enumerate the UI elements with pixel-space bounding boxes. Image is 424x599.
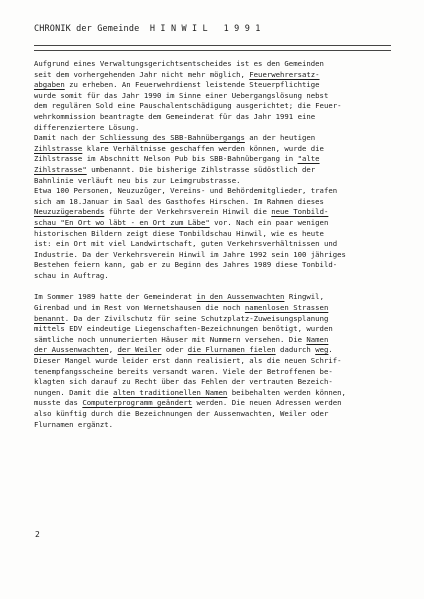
underlined-phrase: abgaben bbox=[34, 80, 65, 90]
text-line bbox=[34, 260, 400, 271]
text-run: musste das bbox=[34, 398, 83, 408]
text-line bbox=[34, 377, 400, 388]
text-run: nungen. Damit die bbox=[34, 387, 114, 397]
text-run: Bahnlinie verläuft neu bis zur Leimgrubstrasse. bbox=[34, 175, 241, 185]
text-run: werden. Die neuen Adressen werden bbox=[192, 398, 342, 408]
text-line bbox=[34, 59, 400, 70]
chronicle-header: CHRONIK der Gemeinde H I N W I L 1 9 9 1 bbox=[34, 24, 261, 34]
text-line bbox=[34, 176, 400, 187]
text-line bbox=[34, 154, 400, 165]
text-line bbox=[34, 388, 400, 399]
underlined-phrase: Neuzuzügerabends bbox=[34, 207, 105, 217]
text-run: Flurnamen ergänzt. bbox=[34, 419, 114, 429]
text-run: vor. Nach ein paar wenigen bbox=[209, 217, 329, 227]
text-run: dem regulären Sold eine Pauschalentschädigung ausgerichtet; die Feuer- bbox=[34, 101, 342, 111]
text-run: zu erheben. An Feuerwehrdienst leistende Steuerpflichtige bbox=[64, 80, 320, 90]
text-run: umbenannt. Die bisherige Zihlstrasse südöstlich der bbox=[86, 164, 316, 174]
text-run: , bbox=[108, 345, 118, 355]
text-run: dadurch bbox=[275, 345, 316, 355]
underlined-phrase: benannt bbox=[34, 313, 65, 323]
text-line bbox=[34, 123, 400, 134]
underlined-phrase: namenlosen Strassen bbox=[244, 303, 329, 313]
text-run: klagten sich darauf zu Recht über das Fehlen der vertrauten Bezeich- bbox=[34, 377, 333, 387]
underlined-phrase: Schliessung des SBB-Bahnübergangs bbox=[99, 133, 245, 143]
text-run: sämtliche noch unnumerierten Häuser mit Nummern versehen. Die bbox=[34, 334, 307, 344]
text-line bbox=[34, 229, 400, 240]
text-line bbox=[34, 218, 400, 229]
text-line bbox=[34, 345, 400, 356]
underlined-phrase: der Aussenwachten bbox=[34, 345, 109, 355]
text-line bbox=[34, 271, 400, 282]
underlined-phrase: Computerprogramm geändert bbox=[82, 398, 193, 408]
paragraph bbox=[34, 292, 400, 430]
text-run: differenziertere Lösung. bbox=[34, 122, 140, 132]
underlined-phrase: Namen bbox=[306, 334, 329, 344]
text-run: mittels EDV eindeutige Liegenschaften-Bezeichnungen benötigt, wurden bbox=[34, 324, 333, 334]
text-run: Damit nach der bbox=[34, 133, 100, 143]
text-run: also künftig durch die Bezeichnungen der Aussenwachten, Weiler oder bbox=[34, 409, 329, 418]
text-run: seit dem vorhergehenden Jahr nicht mehr möglich, bbox=[34, 69, 250, 79]
document-body bbox=[34, 59, 400, 430]
underlined-phrase: weg bbox=[315, 345, 329, 355]
paragraph-gap bbox=[34, 281, 400, 292]
text-run: führte der Verkehrsverein Hinwil die bbox=[104, 207, 272, 217]
text-line bbox=[34, 186, 400, 197]
text-line bbox=[34, 292, 400, 303]
text-line bbox=[34, 207, 400, 218]
text-run: . bbox=[328, 345, 333, 355]
underlined-phrase: die Flurnamen fielen bbox=[187, 345, 276, 355]
text-line bbox=[34, 101, 400, 112]
text-run: an der heutigen bbox=[244, 133, 316, 143]
text-line bbox=[34, 165, 400, 176]
text-run: wehrkommission beantragte dem Gemeinderat für das Jahr 1991 eine bbox=[34, 111, 316, 121]
paragraph bbox=[34, 59, 400, 281]
text-run: klare Verhältnisse geschaffen werden können, wurde die bbox=[82, 143, 324, 153]
text-run: oder bbox=[161, 345, 188, 355]
text-line bbox=[34, 112, 400, 123]
text-line bbox=[34, 420, 400, 431]
text-run: ist: ein Ort mit viel Landwirtschaft, guten Verkehrsverhältnissen und bbox=[34, 239, 338, 249]
text-line bbox=[34, 409, 400, 420]
text-line bbox=[34, 335, 400, 346]
text-run: Aufgrund eines Verwaltungsgerichtsentscheides ist es den Gemeinden bbox=[34, 59, 324, 68]
text-line bbox=[34, 324, 400, 335]
text-line bbox=[34, 303, 400, 314]
underlined-phrase: Zihlstrasse bbox=[34, 143, 83, 153]
text-run: Zihlstrasse im Abschnitt Nelson Pub bis SBB-Bahnübergang in bbox=[34, 154, 298, 164]
underlined-phrase: neue Tonbild- bbox=[271, 207, 329, 217]
text-run: sich am 18.Januar im Saal des Gasthofes Hirschen. Im Rahmen dieses bbox=[34, 196, 324, 206]
header-double-rule bbox=[34, 45, 391, 51]
text-line bbox=[34, 356, 400, 367]
text-run: historischen Bildern zeigt diese Tonbildschau Hinwil, wie es heute bbox=[34, 228, 324, 238]
underlined-phrase: schau "En Ort wo läbt - en Ort zum Läbe" bbox=[34, 217, 210, 227]
underlined-phrase: Feuerwehrersatz- bbox=[249, 69, 320, 79]
text-line bbox=[34, 80, 400, 91]
text-run: Im Sommer 1989 hatte der Gemeinderat bbox=[34, 292, 197, 302]
page-number: 2 bbox=[35, 530, 40, 539]
text-line bbox=[34, 250, 400, 261]
text-line bbox=[34, 197, 400, 208]
text-line bbox=[34, 239, 400, 250]
underlined-phrase: der Weiler bbox=[117, 345, 162, 355]
text-line bbox=[34, 314, 400, 325]
underlined-phrase: "alte bbox=[297, 154, 320, 164]
text-run: wurde somit für das Jahr 1990 im Sinne einer Uebergangslösung nebst bbox=[34, 90, 329, 100]
underlined-phrase: in den Aussenwachten bbox=[196, 292, 285, 302]
text-run: Girenbad und im Rest von Wernetshausen die noch bbox=[34, 303, 245, 313]
text-line bbox=[34, 70, 400, 81]
text-run: beibehalten werden können, bbox=[227, 387, 346, 397]
text-line bbox=[34, 367, 400, 378]
text-line bbox=[34, 133, 400, 144]
text-line bbox=[34, 398, 400, 409]
text-run: tenempfangsscheine bereits versandt waren. Viele der Betroffenen be- bbox=[34, 366, 333, 376]
text-line bbox=[34, 91, 400, 102]
text-run: . Da der Zivilschutz für seine Schutzplatz-Zuweisungsplanung bbox=[64, 313, 329, 323]
text-run: Ringwil, bbox=[284, 292, 324, 302]
text-line bbox=[34, 144, 400, 155]
text-run: Bestehen feiern kann, gab er zu Beginn des Jahres 1989 diese Tonbild- bbox=[34, 260, 338, 270]
text-run: Industrie. Da der Verkehrsverein Hinwil im Jahre 1992 sein 100 jähriges bbox=[34, 249, 346, 259]
text-run: Etwa 100 Personen, Neuzuzüger, Vereins- und Behördemitglieder, trafen bbox=[34, 186, 338, 196]
underlined-phrase: Zihlstrasse" bbox=[34, 164, 87, 174]
text-run: schau in Auftrag. bbox=[34, 270, 109, 280]
underlined-phrase: alten traditionellen Namen bbox=[113, 387, 228, 397]
text-run: Dieser Mangel wurde leider erst dann realisiert, als die neuen Schrif- bbox=[34, 356, 342, 366]
